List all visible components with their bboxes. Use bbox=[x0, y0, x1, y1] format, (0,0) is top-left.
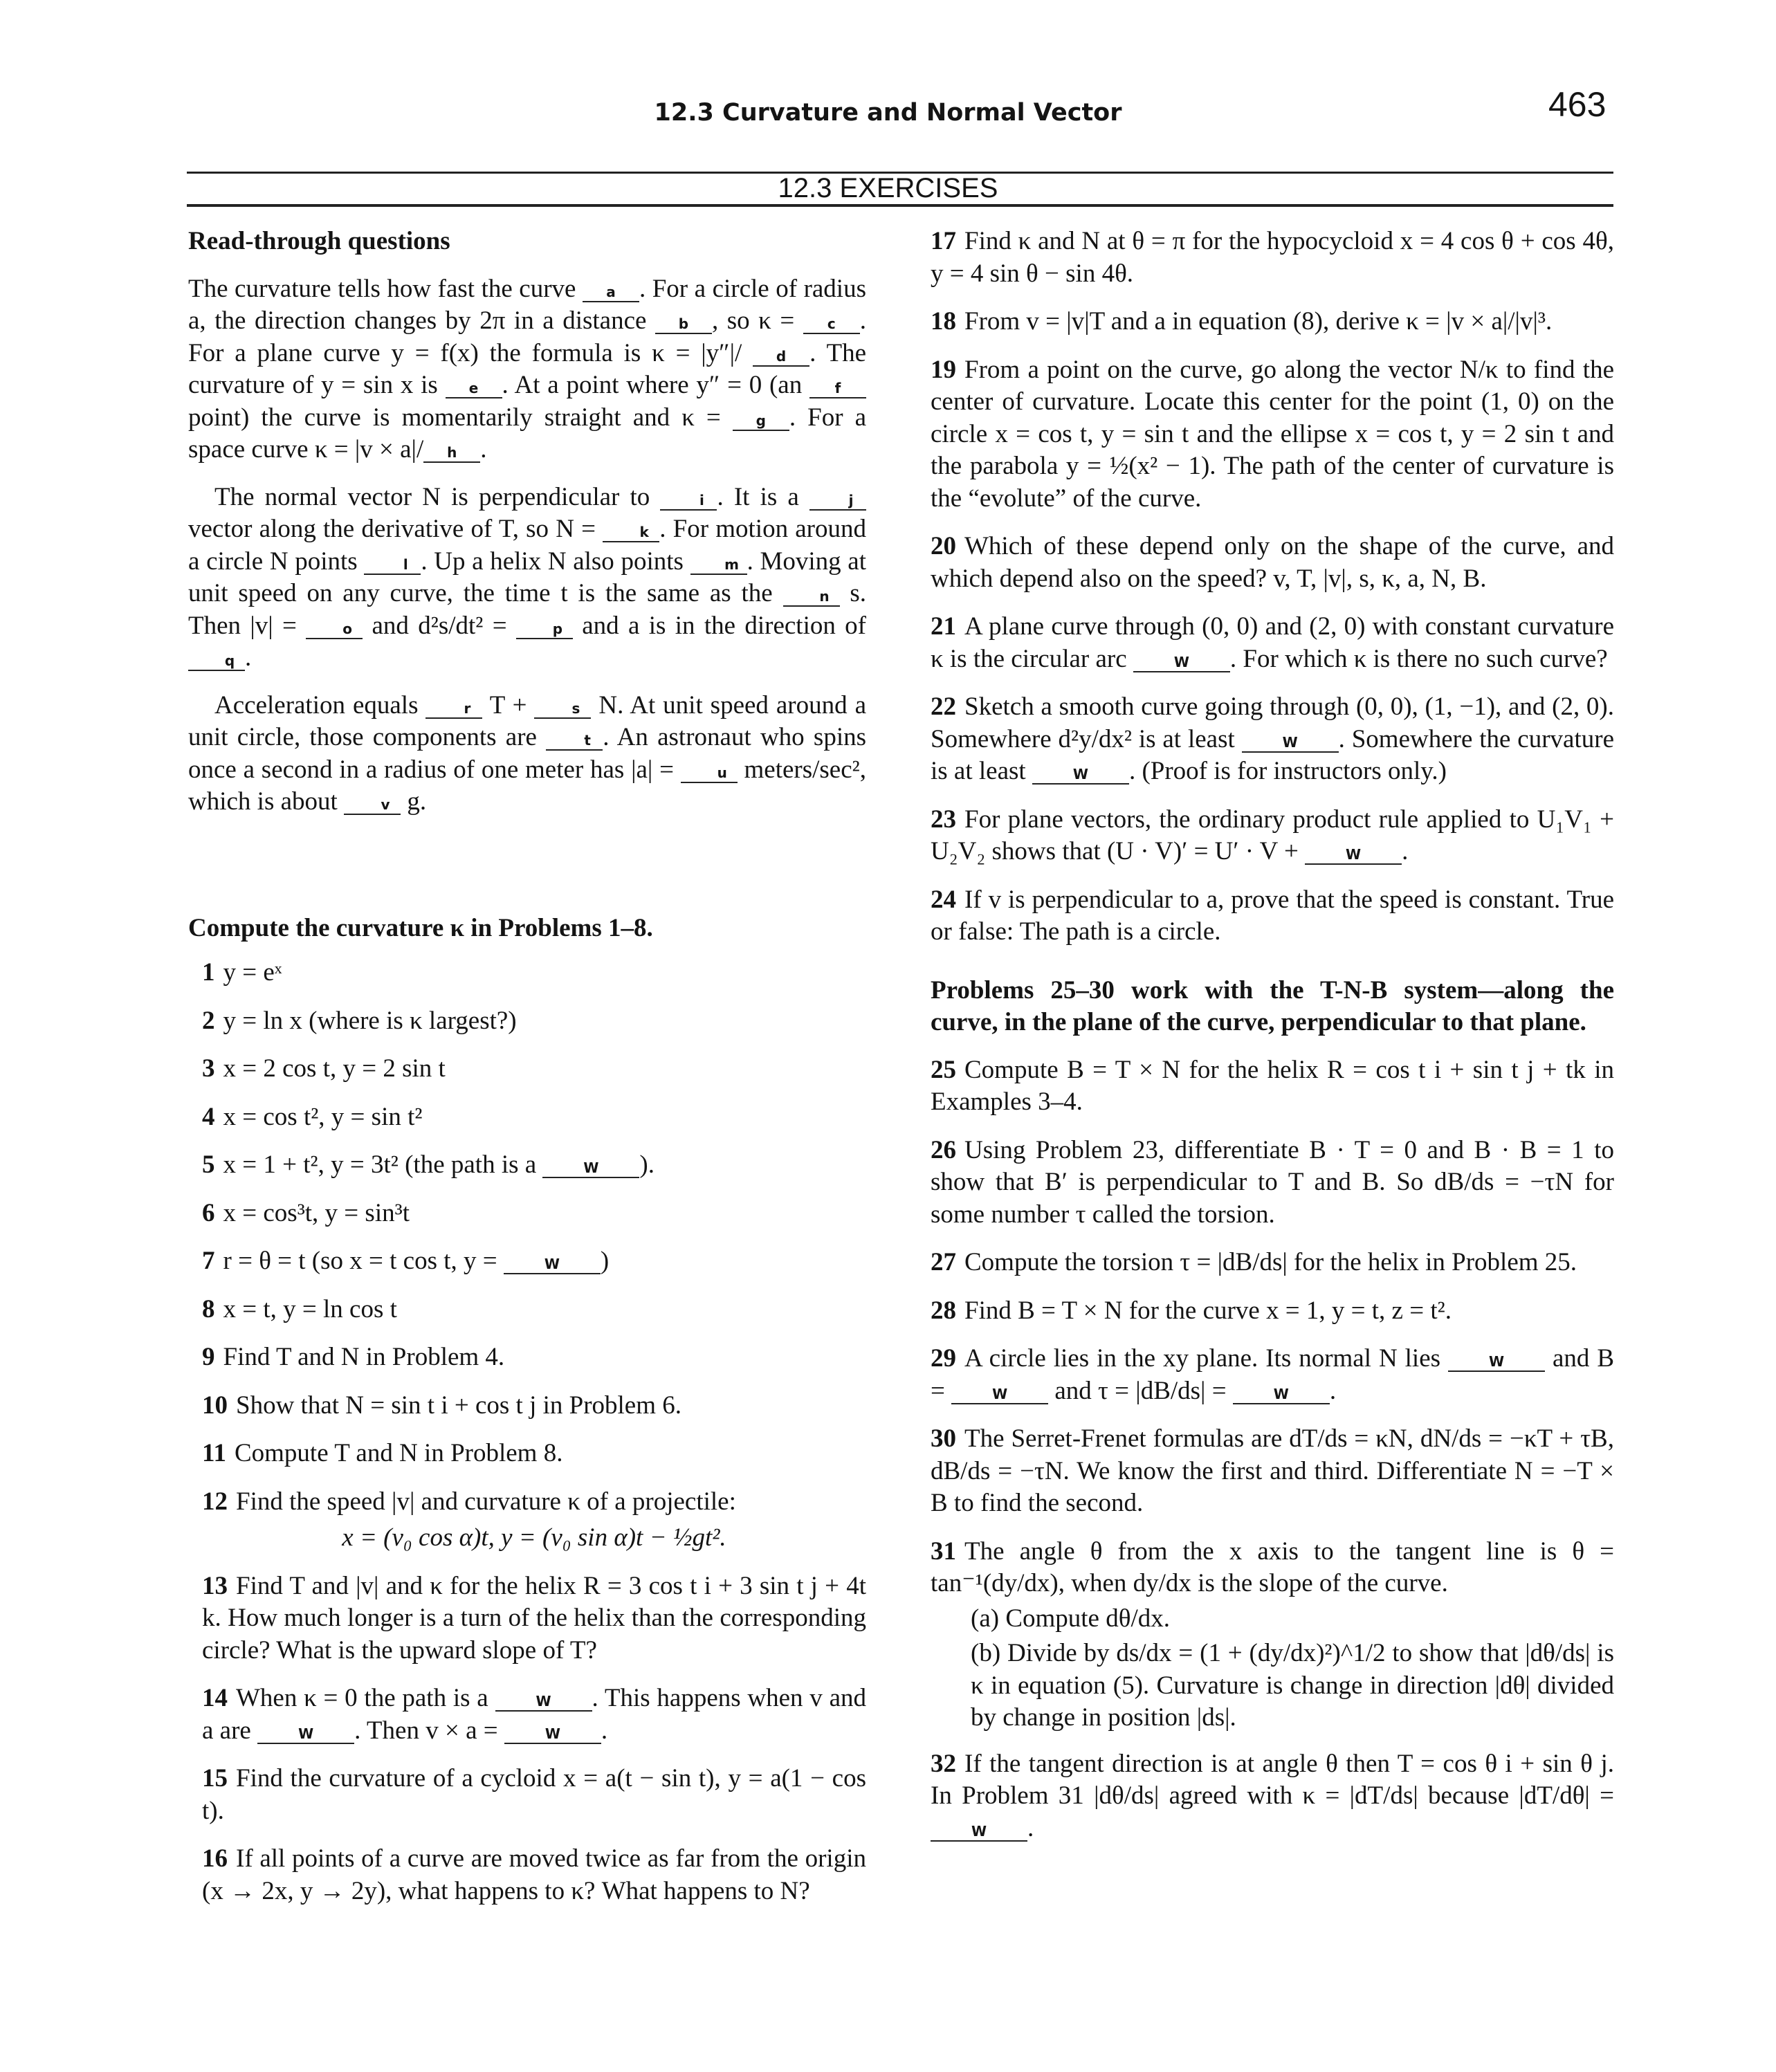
problem-number: 23 bbox=[931, 805, 956, 834]
page-number: 463 bbox=[1548, 85, 1606, 124]
answer-blank: W bbox=[504, 1725, 601, 1744]
problem-number: 3 bbox=[202, 1054, 215, 1083]
running-header: 12.3 Curvature and Normal Vector bbox=[654, 99, 1122, 127]
answer-blank: t bbox=[546, 731, 603, 751]
problem-number: 15 bbox=[202, 1764, 228, 1793]
answer-blank: n bbox=[783, 587, 840, 607]
problem-3 bbox=[202, 1053, 866, 1085]
problem-number: 25 bbox=[931, 1055, 956, 1084]
problem-14 bbox=[202, 1683, 866, 1747]
readthrough-paragraph: The normal vector N is perpendicular to i . It is a j vector along the derivative of T, so N = k . For motion around a circle N points l . Up a helix N also points m . Moving at unit speed on any curve, the time t is the same as the n s. Then |v| = o and d²s/dt² = p and a is in the direction of q . bbox=[188, 482, 867, 672]
problem-number: 10 bbox=[202, 1391, 228, 1420]
problem-text: Show that N = sin t i + cos t j in Problem 6. bbox=[236, 1391, 682, 1420]
problem-10 bbox=[202, 1390, 866, 1422]
problem-number: 8 bbox=[202, 1294, 215, 1323]
answer-blank: i bbox=[660, 491, 717, 511]
problem-text: A plane curve through (0, 0) and (2, 0) with constant curvature κ is the circular arc W . For which κ is there no such curve? bbox=[931, 612, 1614, 673]
problem-8 bbox=[202, 1294, 866, 1326]
answer-blank: W bbox=[1448, 1353, 1545, 1372]
problem-29 bbox=[931, 1343, 1614, 1407]
problem-number: 7 bbox=[202, 1247, 215, 1275]
problem-31-part: (b) Divide by ds/dx = (1 + (dy/dx)²)^1/2 to show that |dθ/ds| is κ in equation (5). Curvature is change in direction |dθ| divided by change in position |ds|. bbox=[971, 1639, 1614, 1732]
problem-number: 16 bbox=[202, 1844, 228, 1873]
compute-heading: Compute the curvature κ in Problems 1–8. bbox=[188, 913, 653, 942]
answer-blank: W bbox=[504, 1255, 601, 1274]
answer-blank: d bbox=[753, 347, 809, 367]
problem-text: Compute the torsion τ = |dB/ds| for the helix in Problem 25. bbox=[964, 1248, 1577, 1276]
left-column bbox=[188, 226, 866, 1923]
problem-number: 32 bbox=[931, 1749, 956, 1778]
answer-blank: j bbox=[809, 491, 866, 511]
problem-32 bbox=[931, 1748, 1614, 1845]
problem-text: For plane vectors, the ordinary product rule applied to U₁V₁ + U₂V₂ shows that (U · V)′ = U′ · V + W . bbox=[931, 805, 1614, 865]
problem-18 bbox=[931, 306, 1614, 338]
problem-number: 31 bbox=[931, 1537, 956, 1566]
problem-9 bbox=[202, 1341, 866, 1374]
answer-blank: W bbox=[495, 1692, 592, 1712]
problem-27 bbox=[931, 1247, 1614, 1279]
problem-4 bbox=[202, 1101, 866, 1134]
answer-blank: W bbox=[951, 1385, 1048, 1404]
problem-20 bbox=[931, 531, 1614, 595]
problem-list bbox=[931, 226, 1614, 948]
problem-21 bbox=[931, 611, 1614, 675]
problem-text: If all points of a curve are moved twice as far from the origin (x → 2x, y → 2y), what happens to κ? What happens to N? bbox=[202, 1844, 866, 1905]
problem-number: 6 bbox=[202, 1198, 215, 1227]
projectile-formula: x = (v₀ cos α)t, y = (v₀ sin α)t − ½gt². bbox=[342, 1523, 726, 1552]
problem-text: y = ln x (where is κ largest?) bbox=[223, 1006, 517, 1035]
problem-text: If v is perpendicular to a, prove that the speed is constant. True or false: The path is a circle. bbox=[931, 885, 1614, 946]
problem-text: When κ = 0 the path is a W . This happens when v and a are W . Then v × a = W . bbox=[202, 1684, 866, 1745]
problem-text: If the tangent direction is at angle θ then T = cos θ i + sin θ j. In Problem 31 |dθ/ds| agreed with κ = |dT/ds| because |dT/dθ| = W . bbox=[931, 1749, 1614, 1842]
problem-15 bbox=[202, 1763, 866, 1827]
answer-blank: l bbox=[364, 556, 421, 575]
problem-text: Compute B = T × N for the helix R = cos t i + sin t j + tk in Examples 3–4. bbox=[931, 1055, 1614, 1116]
problem-list bbox=[188, 957, 866, 1907]
answer-blank: q bbox=[188, 652, 245, 671]
problem-number: 19 bbox=[931, 355, 956, 384]
answer-blank: W bbox=[1242, 733, 1339, 753]
problem-24 bbox=[931, 884, 1614, 948]
problem-31 bbox=[931, 1536, 1614, 1600]
answer-blank: b bbox=[655, 315, 712, 334]
problem-text: The angle θ from the x axis to the tangent line is θ = tan⁻¹(dy/dx), when dy/dx is the slope of the curve. bbox=[931, 1537, 1614, 1597]
problem-number: 27 bbox=[931, 1248, 956, 1276]
problem-text: Find the curvature of a cycloid x = a(t − sin t), y = a(1 − cos t). bbox=[202, 1764, 866, 1825]
problem-number: 11 bbox=[202, 1439, 226, 1467]
problem-number: 18 bbox=[931, 307, 956, 336]
problem-19 bbox=[931, 354, 1614, 515]
problem-12 bbox=[202, 1486, 866, 1519]
problem-text: Find κ and N at θ = π for the hypocycloid x = 4 cos θ + cos 4θ, y = 4 sin θ − sin 4θ. bbox=[931, 227, 1614, 288]
tnb-heading: Problems 25–30 work with the T-N-B system—along the curve, in the plane of the curve, perpendicular to that plane. bbox=[931, 975, 1614, 1036]
problem-number: 20 bbox=[931, 532, 956, 560]
problem-text: Which of these depend only on the shape of the curve, and which depend also on the speed? v, T, |v|, s, κ, a, N, B. bbox=[931, 532, 1614, 593]
problem-31-part: (a) Compute dθ/dx. bbox=[971, 1604, 1170, 1633]
problem-25 bbox=[931, 1054, 1614, 1119]
problem-text: x = cos³t, y = sin³t bbox=[223, 1198, 410, 1227]
problem-17 bbox=[931, 226, 1614, 290]
problem-number: 24 bbox=[931, 885, 956, 914]
problem-text: y = eˣ bbox=[223, 958, 282, 987]
answer-blank: W bbox=[1133, 653, 1230, 672]
answer-blank: o bbox=[306, 620, 363, 639]
answer-blank: e bbox=[446, 379, 502, 398]
problem-text: x = 1 + t², y = 3t² (the path is a W ). bbox=[223, 1150, 654, 1179]
problem-text: Compute T and N in Problem 8. bbox=[234, 1439, 563, 1467]
answer-blank: W bbox=[931, 1822, 1027, 1842]
problem-number: 26 bbox=[931, 1135, 956, 1164]
problem-text: Find B = T × N for the curve x = 1, y = t, z = t². bbox=[964, 1296, 1452, 1325]
problem-2 bbox=[202, 1005, 866, 1038]
problem-text: r = θ = t (so x = t cos t, y = W ) bbox=[223, 1247, 610, 1275]
problem-28 bbox=[931, 1295, 1614, 1328]
problem-text: x = 2 cos t, y = 2 sin t bbox=[223, 1054, 446, 1083]
problem-text: From a point on the curve, go along the vector N/κ to find the center of curvature. Locate this center for the point (1, 0) on the circle x = cos t, y = sin t and the ellipse x = cos t, y = 2 sin t and the parabola y = ½(x² − 1). The path of the center of curvature is the “evolute” of the curve. bbox=[931, 355, 1614, 513]
problem-30 bbox=[931, 1423, 1614, 1520]
readthrough-paragraph: The curvature tells how fast the curve a . For a circle of radius a, the direction changes by 2π in a distance b , so κ = c . For a plane curve y = f(x) the formula is κ = |y″|/ d . The curvature of y = sin x is e . At a point where y″ = 0 (an f point) the curve is momentarily straight and κ = g . For a space curve κ = |v × a|/ h . bbox=[188, 274, 866, 464]
problem-7 bbox=[202, 1245, 866, 1278]
problem-number: 2 bbox=[202, 1006, 215, 1035]
answer-blank: a bbox=[583, 283, 639, 302]
problem-number: 9 bbox=[202, 1343, 215, 1371]
answer-blank: c bbox=[803, 315, 860, 334]
problem-26 bbox=[931, 1135, 1614, 1231]
problem-number: 13 bbox=[202, 1571, 228, 1600]
problem-number: 4 bbox=[202, 1102, 215, 1131]
problem-5 bbox=[202, 1149, 866, 1182]
problem-22 bbox=[931, 691, 1614, 788]
problem-number: 22 bbox=[931, 693, 956, 721]
problem-text: Find T and N in Problem 4. bbox=[223, 1343, 505, 1371]
answer-blank: h bbox=[423, 443, 480, 463]
answer-blank: W bbox=[542, 1159, 639, 1178]
answer-blank: p bbox=[516, 620, 573, 639]
problem-number: 21 bbox=[931, 612, 956, 641]
problem-6 bbox=[202, 1198, 866, 1230]
problem-number: 1 bbox=[202, 958, 215, 987]
answer-blank: W bbox=[1305, 845, 1402, 865]
problem-number: 12 bbox=[202, 1487, 228, 1516]
readthrough-paragraph: Acceleration equals r T + s N. At unit speed around a unit circle, those components are t . An astronaut who spins once a second in a radius of one meter has |a| = u meters/sec², which is about v g. bbox=[188, 690, 866, 816]
answer-blank: s bbox=[534, 699, 591, 719]
answer-blank: f bbox=[809, 379, 866, 398]
answer-blank: k bbox=[603, 523, 659, 542]
answer-blank: g bbox=[733, 412, 789, 431]
problem-23 bbox=[931, 804, 1614, 868]
problem-text: x = cos t², y = sin t² bbox=[223, 1102, 423, 1131]
readthrough-heading: Read-through questions bbox=[188, 227, 450, 255]
answer-blank: r bbox=[425, 699, 482, 719]
problem-text: A circle lies in the xy plane. Its normal N lies W and B = W and τ = |dB/ds| = W . bbox=[931, 1344, 1614, 1405]
problem-text: Find T and |v| and κ for the helix R = 3 cos t i + 3 sin t j + 4t k. How much longer is a turn of the helix than the corresponding circle? What is the upward slope of T? bbox=[202, 1571, 866, 1665]
problem-text: Find the speed |v| and curvature κ of a projectile: bbox=[236, 1487, 736, 1516]
problem-number: 17 bbox=[931, 227, 956, 255]
problem-13 bbox=[202, 1570, 866, 1667]
problem-number: 14 bbox=[202, 1684, 228, 1712]
answer-blank: W bbox=[1233, 1385, 1330, 1404]
problem-text: The Serret-Frenet formulas are dT/ds = κN, dN/ds = −κT + τB, dB/ds = −τN. We know the first and third. Differentiate N = −T × B to find the second. bbox=[931, 1424, 1614, 1517]
problem-number: 30 bbox=[931, 1424, 956, 1453]
problem-text: From v = |v|T and a in equation (8), derive κ = |v × a|/|v|³. bbox=[964, 307, 1553, 336]
problem-11 bbox=[202, 1438, 866, 1470]
problem-16 bbox=[202, 1843, 866, 1907]
problem-number: 5 bbox=[202, 1150, 215, 1179]
answer-blank: u bbox=[681, 764, 738, 783]
answer-blank: W bbox=[257, 1725, 354, 1744]
problem-1 bbox=[202, 957, 866, 989]
problem-number: 28 bbox=[931, 1296, 956, 1325]
answer-blank: m bbox=[690, 556, 747, 575]
problem-text: Sketch a smooth curve going through (0, 0), (1, −1), and (2, 0). Somewhere d²y/dx² is at least W . Somewhere the curvature is at least W . (Proof is for instructors only.) bbox=[931, 693, 1614, 785]
answer-blank: v bbox=[344, 796, 401, 815]
right-column bbox=[931, 226, 1614, 1860]
problem-text: Using Problem 23, differentiate B · T = 0 and B · B = 1 to show that B′ is perpendicular to T and B. So dB/ds = −τN for some number τ called the torsion. bbox=[931, 1135, 1614, 1229]
problem-number: 29 bbox=[931, 1344, 956, 1373]
answer-blank: W bbox=[1032, 765, 1129, 785]
section-title: 12.3 EXERCISES bbox=[778, 173, 998, 203]
problem-text: x = t, y = ln cos t bbox=[223, 1294, 397, 1323]
problem-list bbox=[931, 1054, 1614, 1845]
section-rule bbox=[187, 204, 1613, 207]
